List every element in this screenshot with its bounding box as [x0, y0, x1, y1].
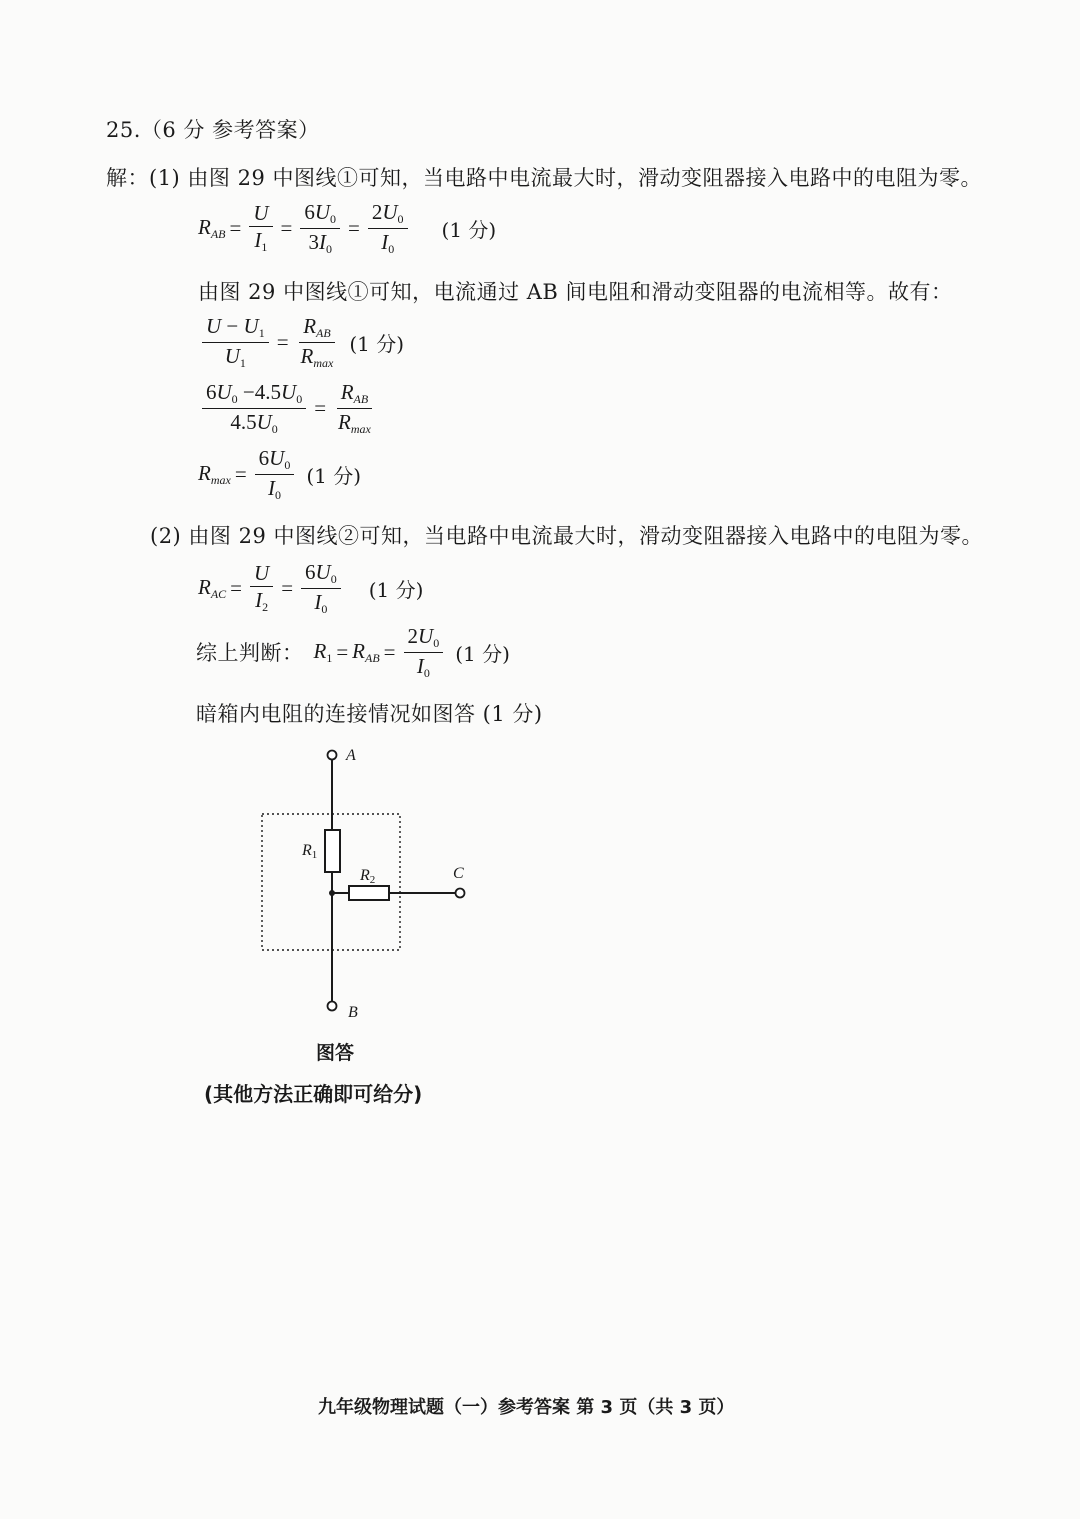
question-header: 25.（6 分 参考答案） — [106, 118, 320, 142]
label-r2: R2 — [360, 867, 376, 886]
score-label: (1 分) — [441, 217, 497, 242]
resistor-r2 — [349, 886, 389, 900]
part2-conclusion: 暗箱内电阻的连接情况如图答 (1 分) — [196, 702, 543, 726]
label-c: C — [453, 865, 464, 882]
equation-summary: 综上判断： $R_1$ = $R_{AB}$ = $\frac{2U_0}{I_0}$ (1 分) — [196, 624, 510, 680]
label-b: B — [348, 1004, 358, 1021]
score-label: (1 分) — [349, 331, 405, 356]
figure-caption: 图答 — [316, 1042, 355, 1064]
score-label: (1 分) — [306, 463, 362, 488]
equation-rmax: $R_{max}$ = $\frac{6U_0}{I_0}$ (1 分) — [198, 446, 362, 502]
circuit-diagram — [250, 740, 490, 1030]
page-footer: 九年级物理试题（一）参考答案 第 3 页（共 3 页） — [318, 1397, 735, 1418]
terminal-b — [328, 1002, 337, 1011]
part1-line2: 由图 29 中图线①可知，电流通过 AB 间电阻和滑动变阻器的电流相等。故有： — [198, 280, 953, 304]
equation-substituted: $\frac{6U_0 -4.5U_0}{4.5U_0}$ = $\frac{R_{AB}}{R_{max}}$ — [198, 380, 379, 437]
summary-label: 综上判断： — [196, 641, 304, 666]
grading-note: (其他方法正确即可给分) — [204, 1082, 423, 1106]
score-label: (1 分) — [368, 577, 424, 602]
part1-intro: 解：(1) 由图 29 中图线①可知，当电路中电流最大时，滑动变阻器接入电路中的电阻为零。 — [106, 166, 982, 190]
resistor-r1 — [325, 830, 340, 872]
label-a: A — [346, 747, 356, 764]
equation-ratio: $\frac{U - U_1}{U_1}$ = $\frac{R_{AB}}{R_{max}}$ (1 分) — [198, 314, 404, 371]
equation-rab: $R_{AB}$ = $\frac{U}{I_1}$ = $\frac{6U_0}{3I_0}$ = $\frac{2U_0}{I_0}$ (1 分) — [198, 200, 497, 256]
label-r1: R1 — [302, 842, 318, 861]
score-label: (1 分) — [455, 641, 510, 666]
terminal-c — [456, 889, 465, 898]
equation-rac: $R_{AC}$ = $\frac{U}{I_2}$ = $\frac{6U_0}{I_0}$ (1 分) — [198, 560, 424, 616]
part2-intro: (2) 由图 29 中图线②可知，当电路中电流最大时，滑动变阻器接入电路中的电阻为零。 — [150, 524, 983, 548]
terminal-a — [328, 751, 337, 760]
